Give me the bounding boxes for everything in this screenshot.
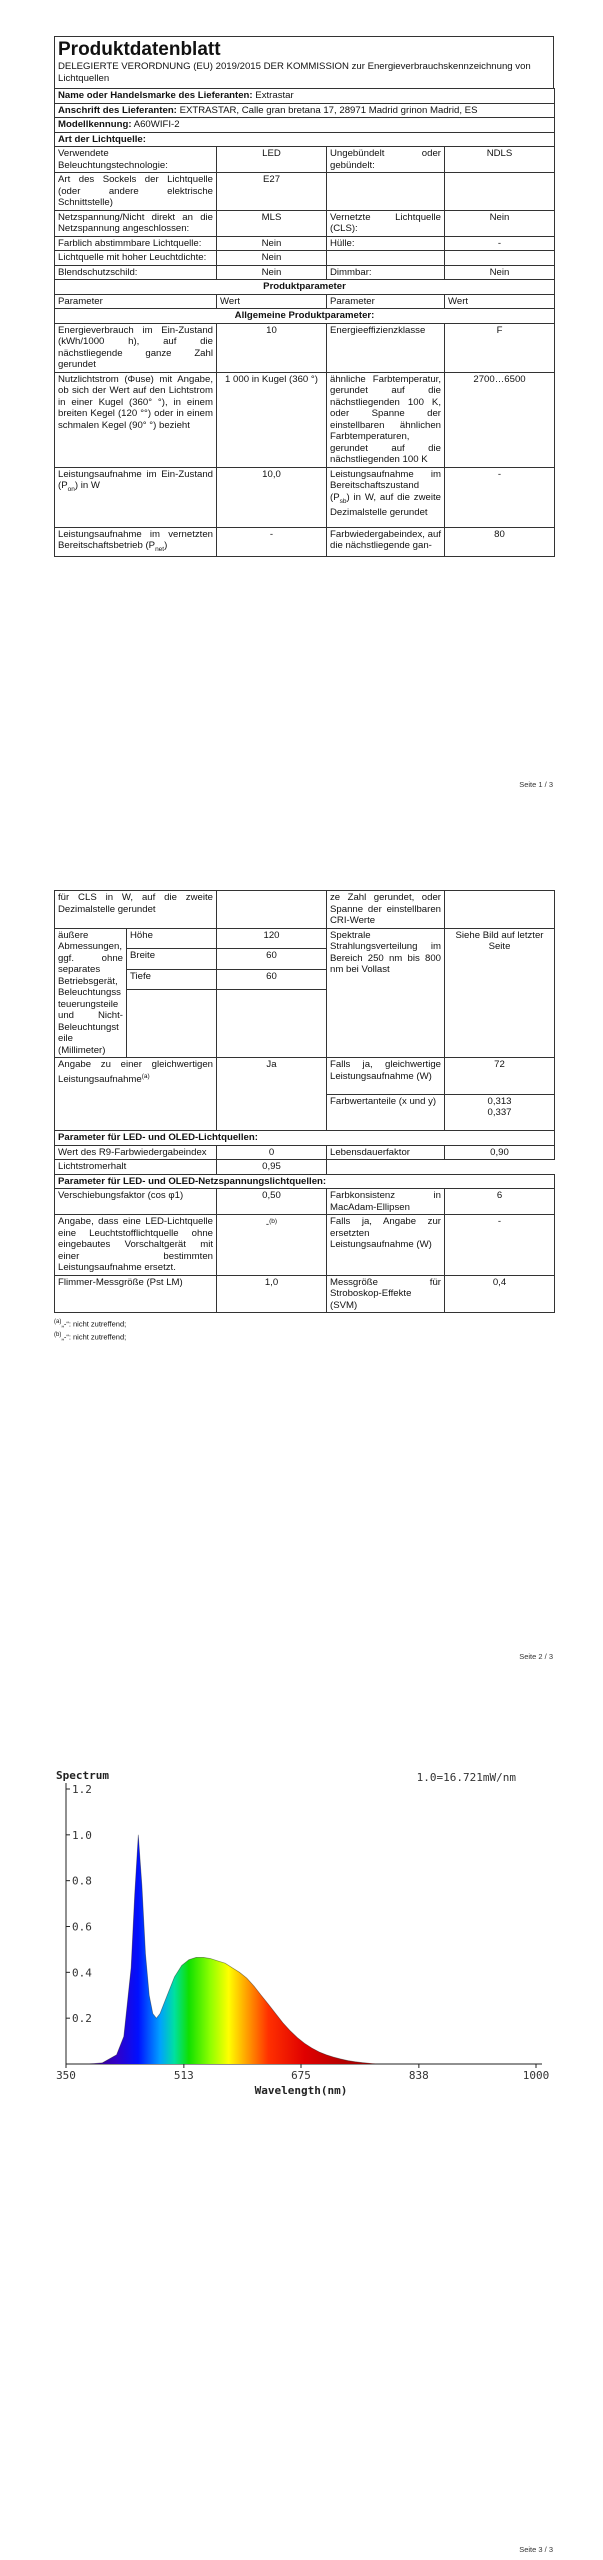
type-row-value-2: NDLS: [445, 147, 555, 173]
equiv-power-value: 72: [445, 1058, 555, 1095]
general-row-label: Nutzlichtstrom (Φuse) mit Angabe, ob sich der Wert auf den Lichtstrom in einer Kugel (360° °), in einem breiten Kegel (120 °°) oder in einem schmalen Kegel (90° °) bezieht: [55, 372, 217, 467]
spectrum-chart: [54, 1767, 554, 2105]
type-row-label-2: Dimmbar:: [327, 265, 445, 280]
type-row-value: Nein: [217, 236, 327, 251]
flicker-row: [55, 1275, 555, 1313]
standby-value: -: [445, 467, 555, 527]
general-param-row: [55, 372, 555, 467]
type-row-value: E27: [217, 173, 327, 211]
type-row-label: Verwendete Beleuchtungstechnologie:: [55, 147, 217, 173]
spectral-value: Siehe Bild auf letzter Seite: [445, 928, 555, 1058]
type-row-value: LED: [217, 147, 327, 173]
supplier-address-label: Anschrift des Lieferanten:: [58, 104, 177, 116]
product-data-table-2: [54, 890, 555, 1313]
type-row-value-2: [445, 251, 555, 266]
fluor-row: [55, 1215, 555, 1276]
product-data-table-1: [54, 88, 555, 557]
equiv-power-label: Falls ja, gleichwertige Leistungsaufnahme (W): [327, 1058, 445, 1095]
col-value-1: Wert: [217, 294, 327, 309]
type-row-value: Nein: [217, 251, 327, 266]
lumen-row: [55, 1160, 555, 1175]
lightsource-type-header-row: [55, 132, 555, 147]
type-row-value-2: [445, 173, 555, 211]
fluor-power-value: -: [445, 1215, 555, 1276]
general-row-value-2: 2700…6500: [445, 372, 555, 467]
supplier-name-row: [55, 89, 555, 104]
spectral-label: Spektrale Strahlungsverteilung im Bereich 250 nm bis 800 nm bei Vollast: [327, 928, 445, 1058]
product-params-header-row: [55, 280, 555, 295]
general-row-label-2: Energieeffizienzklasse: [327, 323, 445, 372]
general-row-label: Energieverbrauch im Ein-Zustand (kWh/1000 h), auf die nächstliegende ganze Zahl gerundet: [55, 323, 217, 372]
y-tick-label: 0.4: [72, 1966, 92, 1980]
y-tick-label: 0.6: [72, 1920, 92, 1934]
general-row-value-2: F: [445, 323, 555, 372]
continued-row: [55, 891, 555, 929]
cri-label: Farbwiedergabeindex, auf die nächstliegende gan-: [327, 527, 445, 557]
r9-value: 0: [217, 1145, 327, 1160]
x-tick-label: 350: [56, 2069, 76, 2082]
x-axis-label: Wavelength(nm): [254, 2084, 348, 2097]
type-row-label-2: [327, 251, 445, 266]
y-tick-label: 1.0: [72, 1828, 92, 1842]
dim-name-depth: Tiefe: [127, 969, 217, 990]
dim-value-width: 60: [217, 949, 327, 970]
equiv-value: Ja: [217, 1058, 327, 1131]
cri-value: 80: [445, 527, 555, 557]
col-param-1: Parameter: [55, 294, 217, 309]
disp-label: Verschiebungsfaktor (cos φ1): [55, 1189, 217, 1215]
page-2: [0, 860, 603, 1670]
empty-cell: [445, 891, 555, 929]
page-number-1: Seite 1 / 3: [519, 780, 553, 789]
net-standby-value: -: [217, 527, 327, 557]
type-row-label-2: [327, 173, 445, 211]
mains-header-row: [55, 1174, 555, 1189]
disp-value: 0,50: [217, 1189, 327, 1215]
y-axis-label: Spectrum: [56, 1769, 109, 1782]
type-row-label: Art des Sockels der Lichtquelle (oder andere elektrische Schnittstelle): [55, 173, 217, 211]
type-row-label: Netzspannung/Nicht direkt an die Netzspannung angeschlossen:: [55, 210, 217, 236]
general-params-header: Allgemeine Produktparameter:: [55, 309, 555, 324]
net-standby-label: Leistungsaufnahme im vernetzten Bereitschaftsbetrieb $(P_{net})$: [55, 527, 217, 557]
lightsource-type-row: [55, 251, 555, 266]
dim-value-depth: 60: [217, 969, 327, 990]
dim-value-height: 120: [217, 928, 327, 949]
empty-cell: [217, 891, 327, 929]
y-tick-label: 1.2: [72, 1783, 92, 1796]
x-tick-label: 1000: [522, 2069, 550, 2082]
flicker-label: Flimmer-Messgröße (Pst LM): [55, 1275, 217, 1313]
flicker-value: 1,0: [217, 1275, 327, 1313]
general-row-value: 10: [217, 323, 327, 372]
lightsource-type-row: [55, 147, 555, 173]
dimensions-label: äußere Abmessungen, ggf. ohne separates Betriebsgerät, Beleuchtungssteuerungsteile und Nicht-Beleuchtungsteile (Millimeter): [55, 928, 127, 1058]
on-power-label: Leistungsaufnahme im Ein-Zustand $(P_{on})$ in W: [55, 467, 217, 527]
y-tick-label: 0.8: [72, 1874, 92, 1888]
type-row-value-2: Nein: [445, 210, 555, 236]
model-label: Modellkennung:: [58, 119, 132, 130]
lumen-value: 0,95: [217, 1160, 327, 1175]
product-params-header: Produktparameter: [55, 280, 555, 295]
general-row-value: 1 000 in Kugel (360 °): [217, 372, 327, 467]
lightsource-type-header: Art der Lichtquelle:: [55, 132, 555, 147]
datasheet-page-2: [54, 890, 554, 1342]
macadam-label: Farbkonsistenz in MacAdam-Ellipsen: [327, 1189, 445, 1215]
dims-row-height: [55, 928, 555, 949]
type-row-value-2: Nein: [445, 265, 555, 280]
lightsource-type-row: [55, 173, 555, 211]
x-tick-label: 513: [173, 2069, 194, 2082]
chroma-label: Farbwertanteile (x und y): [327, 1094, 445, 1131]
model-id: A60WIFI-2: [133, 119, 180, 130]
x-tick-label: 838: [408, 2069, 429, 2082]
standby-label: Leistungsaufnahme im Bereitschaftszustand $(P_{sb})$ in W, auf die zweite Dezimalstelle gerundet: [327, 467, 445, 527]
page-title: Produktdatenblatt: [58, 39, 221, 60]
survival-label: Lebensdauerfaktor: [327, 1145, 445, 1160]
net-standby-row: [55, 527, 555, 557]
lightsource-type-row: [55, 210, 555, 236]
dim-name-width: Breite: [127, 949, 217, 970]
lightsource-type-rows: [55, 147, 555, 280]
page-number-3: Seite 3 / 3: [519, 2545, 553, 2554]
page-number-2: Seite 2 / 3: [519, 1652, 553, 1661]
column-header-row: [55, 294, 555, 309]
type-row-label-2: Vernetzte Lichtquelle (CLS):: [327, 210, 445, 236]
on-power-value: 10,0: [217, 467, 327, 527]
general-param-row: [55, 323, 555, 372]
type-row-value: MLS: [217, 210, 327, 236]
type-row-label-2: Ungebündelt oder gebündelt:: [327, 147, 445, 173]
led-params-header: Parameter für LED- und OLED-Lichtquellen:: [55, 1131, 555, 1146]
equiv-row: [55, 1058, 555, 1095]
general-param-rows: [55, 323, 555, 467]
fluor-power-label: Falls ja, Angabe zur ersetzten Leistungsaufnahme (W): [327, 1215, 445, 1276]
type-row-label: Blendschutzschild:: [55, 265, 217, 280]
disp-row: [55, 1189, 555, 1215]
page-1: [0, 0, 603, 800]
net-standby-label-cont: für CLS in W, auf die zweite Dezimalstelle gerundet: [55, 891, 217, 929]
supplier-name-label: Name oder Handelsmarke des Lieferanten:: [58, 90, 253, 101]
regulation-subtitle: DELEGIERTE VERORDNUNG (EU) 2019/2015 DER KOMMISSION zur Energieverbrauchskennzeichnung von Lichtquellen: [58, 61, 531, 84]
mains-params-header: Parameter für LED- und OLED-Netzspannungslichtquellen:: [55, 1174, 555, 1189]
macadam-value: 6: [445, 1189, 555, 1215]
strobo-label: Messgröße für Stroboskop-Effekte (SVM): [327, 1275, 445, 1313]
chroma-x: 0,313: [487, 1095, 512, 1107]
model-row: [55, 118, 555, 133]
type-row-label: Farblich abstimmbare Lichtquelle:: [55, 236, 217, 251]
y-tick-label: 0.2: [72, 2012, 92, 2026]
chroma-value: [445, 1094, 555, 1131]
lightsource-type-row: [55, 236, 555, 251]
r9-row: [55, 1145, 555, 1160]
supplier-address-row: [55, 103, 555, 118]
fluor-label: Angabe, dass eine LED-Lichtquelle eine Leuchtstofflichtquelle ohne eingebautes Vorschaltgerät mit einer bestimmten Leistungsaufnahme ersetzt.: [55, 1215, 217, 1276]
chart-title: 1.0=16.721mW/nm: [416, 1771, 516, 1784]
equiv-label: Angabe zu einer gleichwertigen Leistungsaufnahme$^{(a)}$: [55, 1058, 217, 1131]
chroma-y: 0,337: [487, 1107, 512, 1118]
fluor-value: -$^{(b)}$: [217, 1215, 327, 1276]
type-row-label: Lichtquelle mit hoher Leuchtdichte:: [55, 251, 217, 266]
type-row-value: Nein: [217, 265, 327, 280]
led-header-row: [55, 1131, 555, 1146]
r9-label: Wert des R9-Farbwiedergabeindex: [55, 1145, 217, 1160]
type-row-value-2: -: [445, 236, 555, 251]
general-row-label-2: ähnliche Farbtemperatur, gerundet auf die nächstliegenden 100 K, oder Spanne der einstellbaren ähnlichen Farbtemperaturen, gerundet auf die nächstliegenden 100 K: [327, 372, 445, 467]
supplier-name: Extrastar: [255, 90, 294, 101]
lumen-label: Lichtstromerhalt: [55, 1160, 217, 1175]
general-header-row: [55, 309, 555, 324]
col-value-2: Wert: [445, 294, 555, 309]
footnote-b: $^{(b)}$„-“: nicht zutreffend;: [54, 1331, 127, 1341]
footnote-a: $^{(a)}$„-“: nicht zutreffend;: [54, 1319, 127, 1329]
type-row-label-2: Hülle:: [327, 236, 445, 251]
survival-value: 0,90: [445, 1145, 555, 1160]
col-param-2: Parameter: [327, 294, 445, 309]
dim-name-height: Höhe: [127, 928, 217, 949]
cri-label-cont: ze Zahl gerundet, oder Spanne der einstellbaren CRI-Werte: [327, 891, 445, 929]
datasheet-page-1: [54, 36, 554, 557]
x-tick-label: 675: [291, 2069, 311, 2082]
title-box: [54, 36, 554, 88]
lightsource-type-row: [55, 265, 555, 280]
supplier-address: EXTRASTAR, Calle gran bretana 17, 28971 Madrid grinon Madrid, ES: [179, 104, 478, 116]
on-power-row: [55, 467, 555, 527]
spectrum-chart-svg: [54, 1767, 554, 2105]
strobo-value: 0,4: [445, 1275, 555, 1313]
